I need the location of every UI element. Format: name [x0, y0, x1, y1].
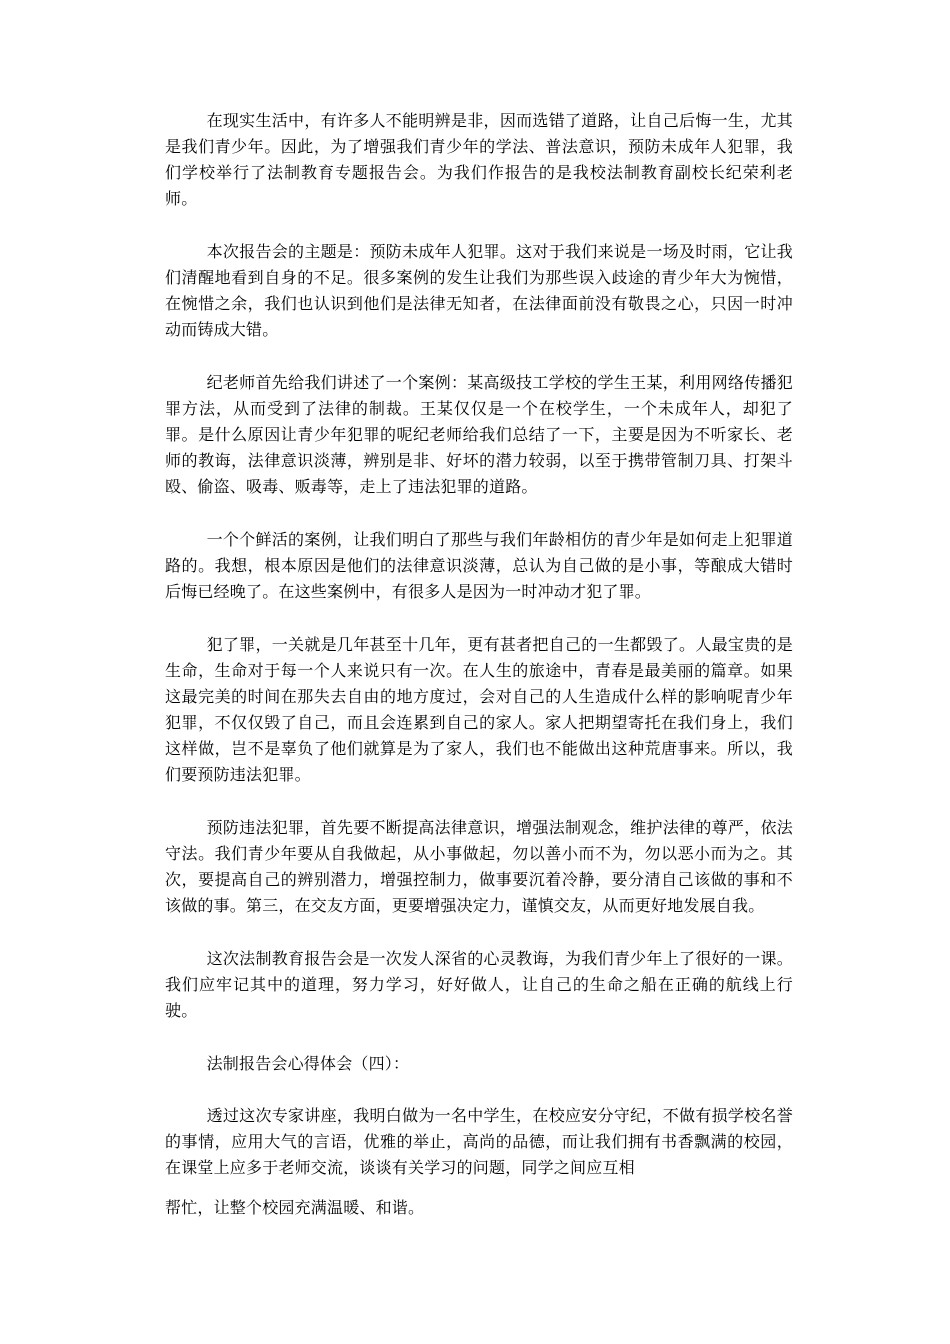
document-body	[165, 108, 793, 1248]
paragraph-8: 透过这次专家讲座，我明白做为一名中学生，在校应安分守纪，不做有损学校名誉的事情，应用大气的言语，优雅的举止，高尚的品德，而让我们拥有书香飘满的校园，在课堂上应多于老师交流，谈谈有关学习的问题，同学之间应互相	[165, 1106, 793, 1177]
paragraph-4: 一个个鲜活的案例，让我们明白了那些与我们年龄相仿的青少年是如何走上犯罪道路的。我想，根本原因是他们的法律意识淡薄，总认为自己做的是小事，等酿成大错时后悔已经晚了。在这些案例中，有很多人是因为一时冲动才犯了罪。	[165, 530, 793, 601]
paragraph-6: 预防违法犯罪，首先要不断提高法律意识，增强法制观念，维护法律的尊严，依法守法。我们青少年要从自我做起，从小事做起，勿以善小而不为，勿以恶小而为之。其次，要提高自己的辨别潜力，增强控制力，做事要沉着冷静，要分清自己该做的事和不该做的事。第三，在交友方面，更要增强决定力，谨慎交友，从而更好地发展自我。	[165, 818, 793, 915]
section-heading: 法制报告会心得体会（四）：	[206, 1054, 410, 1073]
paragraph-2: 本次报告会的主题是：预防未成年人犯罪。这对于我们来说是一场及时雨，它让我们清醒地看到自身的不足。很多案例的发生让我们为那些误入歧途的青少年大为惋惜，在惋惜之余，我们也认识到他们是法律无知者，在法律面前没有敬畏之心，只因一时冲动而铸成大错。	[165, 242, 793, 339]
paragraph-5: 犯了罪，一关就是几年甚至十几年，更有甚者把自己的一生都毁了。人最宝贵的是生命，生命对于每一个人来说只有一次。在人生的旅途中，青春是最美丽的篇章。如果这最完美的时间在那失去自由的地方度过，会对自己的人生造成什么样的影响呢青少年犯罪，不仅仅毁了自己，而且会连累到自己的家人。家人把期望寄托在我们身上，我们这样做，岂不是辜负了他们就算是为了家人，我们也不能做出这种荒唐事来。所以，我们要预防违法犯罪。	[165, 635, 793, 784]
paragraph-3: 纪老师首先给我们讲述了一个案例：某高级技工学校的学生王某，利用网络传播犯罪方法，从而受到了法律的制裁。王某仅仅是一个在校学生，一个未成年人，却犯了罪。是什么原因让青少年犯罪的呢纪老师给我们总结了一下，主要是因为不听家长、老师的教诲，法律意识淡薄，辨别是非、好坏的潜力较弱，以至于携带管制刀具、打架斗殴、偷盗、吸毒、贩毒等，走上了违法犯罪的道路。	[165, 373, 793, 496]
paragraph-7: 这次法制教育报告会是一次发人深省的心灵教诲，为我们青少年上了很好的一课。我们应牢记其中的道理，努力学习，好好做人，让自己的生命之船在正确的航线上行驶。	[165, 949, 793, 1020]
paragraph-1: 在现实生活中，有许多人不能明辨是非，因而选错了道路，让自己后悔一生，尤其是我们青少年。因此，为了增强我们青少年的学法、普法意识，预防未成年人犯罪，我们学校举行了法制教育专题报告会。为我们作报告的是我校法制教育副校长纪荣利老师。	[165, 111, 793, 208]
paragraph-8-continuation: 帮忙，让整个校园充满温暖、和谐。	[165, 1198, 425, 1217]
